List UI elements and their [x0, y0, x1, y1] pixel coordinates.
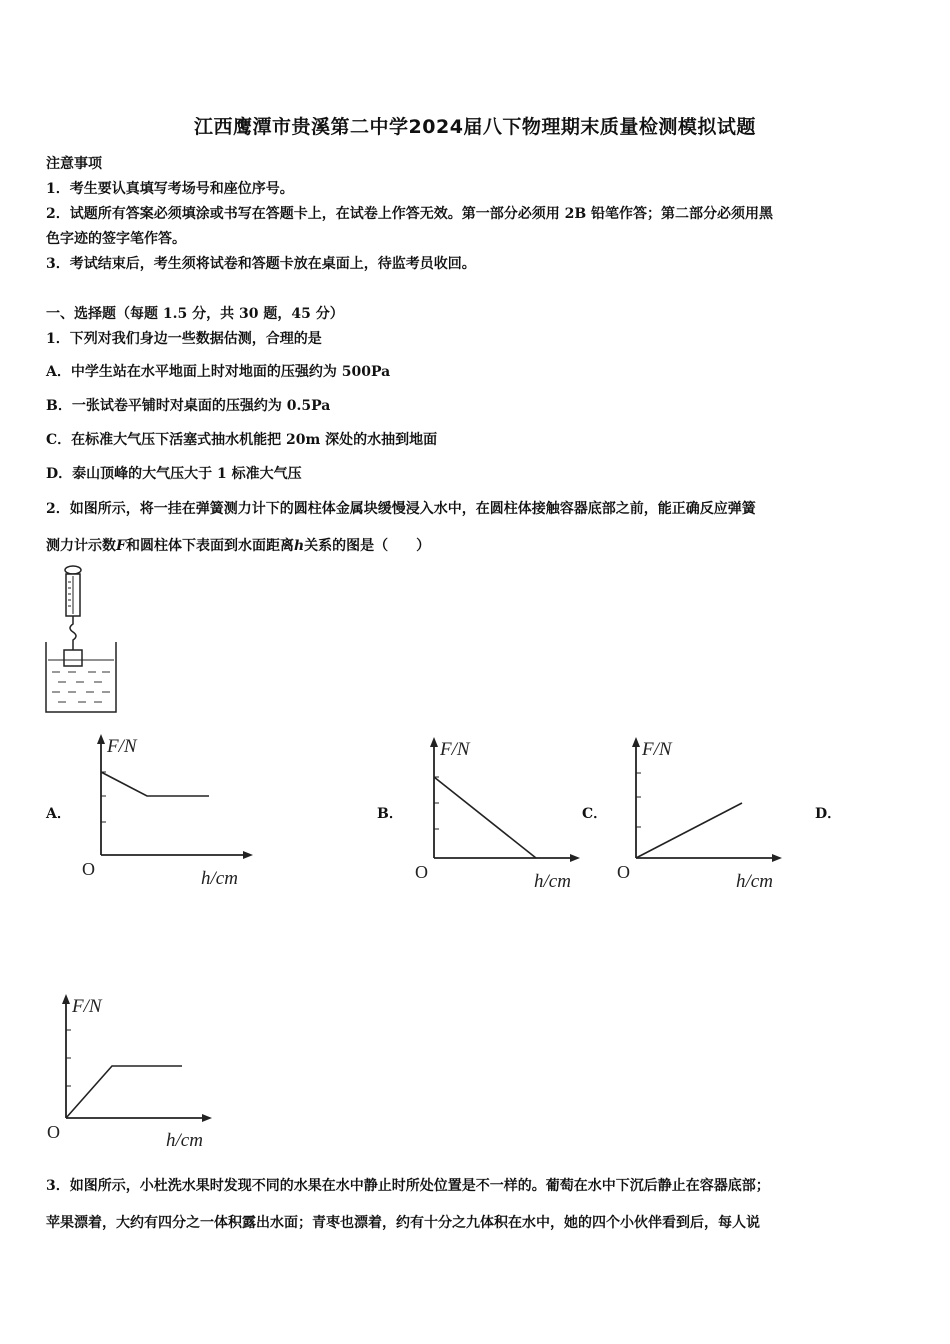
q2-var-F: F — [116, 538, 126, 554]
q1-option-a: A．中学生站在水平地面上时对地面的压强约为 500Pa — [46, 364, 391, 380]
graph-d-origin: O — [47, 1122, 60, 1142]
graph-b-origin: O — [415, 862, 428, 882]
q2-stem-text-b: 和圆柱体下表面到水面距离 — [125, 538, 294, 554]
q2-option-d-label: D． — [815, 806, 842, 822]
q2-stem-line2 — [46, 535, 430, 555]
section-heading: 一、选择题（每题 1.5 分，共 30 题，45 分） — [46, 306, 344, 322]
graph-a — [75, 730, 255, 890]
q1-option-c: C．在标准大气压下活塞式抽水机能把 20m 深处的水抽到地面 — [46, 432, 438, 448]
exam-title: 江西鹰潭市贵溪第二中学2024届八下物理期末质量检测模拟试题 — [194, 116, 756, 138]
graph-a-origin: O — [82, 859, 95, 879]
graph-d-xlabel: h/cm — [166, 1130, 203, 1150]
q2-var-h: h — [293, 538, 305, 554]
notice-item-3: 3．考试结束后，考生须将试卷和答题卡放在桌面上，待监考员收回。 — [46, 256, 476, 272]
q2-stem-line1: 2．如图所示，将一挂在弹簧测力计下的圆柱体金属块缓慢浸入水中，在圆柱体接触容器底部之前，能正确反应弹簧 — [46, 501, 756, 517]
q3-stem-line1: 3．如图所示，小杜洗水果时发现不同的水果在水中静止时所处位置是不一样的。葡萄在水中下沉后静止在容器底部； — [46, 1178, 770, 1194]
graph-c — [610, 733, 790, 893]
notice-item-1: 1．考生要认真填写考场号和座位序号。 — [46, 181, 294, 197]
notice-heading: 注意事项 — [46, 156, 102, 172]
q1-stem: 1．下列对我们身边一些数据估测，合理的是 — [46, 331, 322, 347]
spring-scale-apparatus-figure — [40, 562, 120, 717]
graph-b — [408, 733, 588, 893]
q3-stem-line2: 苹果漂着，大约有四分之一体积露出水面；青枣也漂着，约有十分之九体积在水中，她的四个小伙伴看到后，每人说 — [46, 1215, 760, 1231]
q2-option-b-label: B． — [377, 806, 403, 822]
q2-option-c-label: C． — [582, 806, 608, 822]
q2-stem-text-c: 关系的图是（ ） — [304, 538, 431, 554]
q1-option-d: D．泰山顶峰的大气压大于 1 标准大气压 — [46, 466, 302, 482]
graph-b-xlabel: h/cm — [534, 871, 571, 892]
graph-c-ylabel: F/N — [642, 739, 672, 760]
notice-item-2: 2．试题所有答案必须填涂或书写在答题卡上，在试卷上作答无效。第一部分必须用 2B 铅笔作答；第二部分必须用黑 — [46, 206, 774, 222]
graph-d — [40, 990, 220, 1150]
notice-item-2-cont: 色字迹的签字笔作答。 — [46, 231, 186, 247]
graph-a-ylabel: F/N — [107, 736, 137, 757]
graph-d-ylabel: F/N — [72, 996, 102, 1017]
graph-a-xlabel: h/cm — [201, 868, 238, 889]
q1-option-b: B．一张试卷平铺时对桌面的压强约为 0.5Pa — [46, 398, 331, 414]
q2-stem-text-a: 测力计示数 — [46, 538, 116, 554]
graph-b-ylabel: F/N — [440, 739, 470, 760]
graph-c-xlabel: h/cm — [736, 871, 773, 892]
q2-option-a-label: A． — [46, 806, 71, 822]
graph-c-origin: O — [617, 862, 630, 882]
